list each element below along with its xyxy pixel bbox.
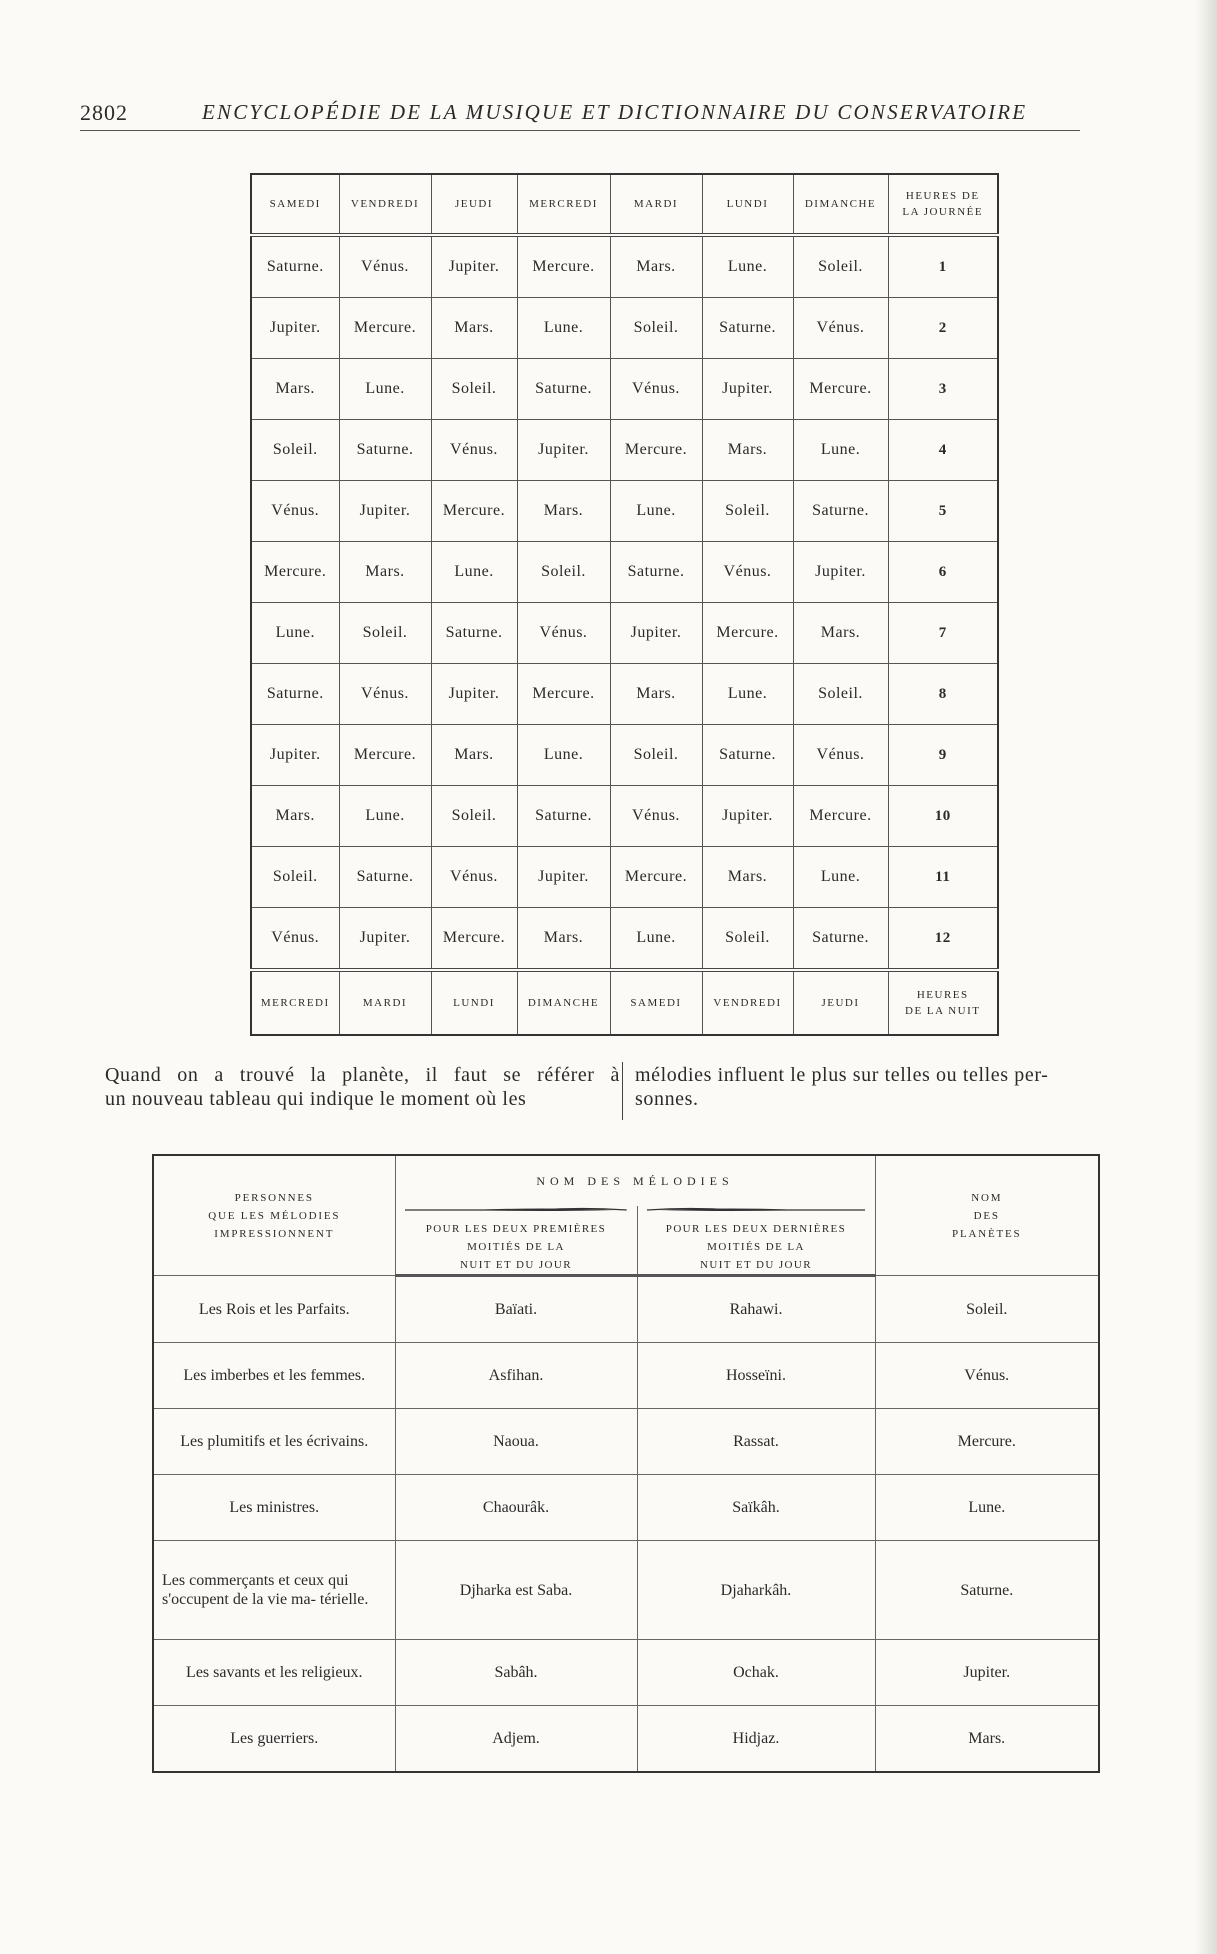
planet-cell: Lune. bbox=[339, 786, 431, 847]
planet-cell: Jupiter. bbox=[339, 908, 431, 971]
planet-name: Mercure. bbox=[875, 1409, 1099, 1475]
planet-cell: Jupiter. bbox=[251, 298, 339, 359]
day-header: MARDI bbox=[610, 174, 702, 235]
melody-header-row bbox=[153, 1155, 1099, 1206]
first-half-melody: Baïati. bbox=[395, 1276, 637, 1343]
planet-cell: Jupiter. bbox=[339, 481, 431, 542]
night-day-header: DIMANCHE bbox=[517, 970, 610, 1035]
hour-number: 6 bbox=[888, 542, 998, 603]
second-half-melody: Djaharkâh. bbox=[637, 1541, 875, 1640]
hour-number: 11 bbox=[888, 847, 998, 908]
paragraph-right-column bbox=[635, 1063, 1165, 1111]
persons-header-line: QUE LES MÉLODIES bbox=[208, 1209, 341, 1222]
planet-cell: Mercure. bbox=[431, 908, 517, 971]
hour-number: 3 bbox=[888, 359, 998, 420]
planet-cell: Mercure. bbox=[339, 298, 431, 359]
second-half-melody: Hosseïni. bbox=[637, 1343, 875, 1409]
planet-cell: Vénus. bbox=[793, 298, 888, 359]
paragraph-line: sonnes. bbox=[635, 1088, 699, 1110]
running-title: ENCYCLOPÉDIE DE LA MUSIQUE ET DICTIONNAIRE DU CONSERVATOIRE bbox=[202, 100, 1028, 124]
night-day-header: VENDREDI bbox=[702, 970, 793, 1035]
planet-cell: Soleil. bbox=[517, 542, 610, 603]
planet-cell: Mars. bbox=[793, 603, 888, 664]
planet-cell: Jupiter. bbox=[517, 847, 610, 908]
planet-cell: Mars. bbox=[251, 359, 339, 420]
night-day-header: SAMEDI bbox=[610, 970, 702, 1035]
day-hours-header-line: HEURES DE bbox=[905, 190, 980, 202]
planet-cell: Saturne. bbox=[431, 603, 517, 664]
planet-cell: Mercure. bbox=[517, 664, 610, 725]
hour-number: 9 bbox=[888, 725, 998, 786]
melody-row bbox=[153, 1409, 1099, 1475]
planet-cell: Lune. bbox=[517, 725, 610, 786]
first-half-melody: Adjem. bbox=[395, 1706, 637, 1773]
planet-cell: Saturne. bbox=[251, 664, 339, 725]
planet-cell: Vénus. bbox=[517, 603, 610, 664]
paragraph-left-column bbox=[105, 1063, 620, 1111]
melody-row bbox=[153, 1276, 1099, 1343]
planet-name: Mars. bbox=[875, 1706, 1099, 1773]
day-hours-header-line: LA JOURNÉE bbox=[902, 206, 984, 218]
planet-cell: Mercure. bbox=[431, 481, 517, 542]
person-cell: Les commerçants et ceux qui s'occupent de la vie ma- térielle. bbox=[153, 1541, 395, 1640]
hour-number: 12 bbox=[888, 908, 998, 971]
melody-row bbox=[153, 1706, 1099, 1773]
planet-cell: Mercure. bbox=[610, 420, 702, 481]
second-half-header-line: NUIT ET DU JOUR bbox=[700, 1259, 812, 1271]
planet-cell: Jupiter. bbox=[702, 359, 793, 420]
planet-cell: Soleil. bbox=[339, 603, 431, 664]
hour-row bbox=[251, 786, 998, 847]
hour-row bbox=[251, 481, 998, 542]
melody-row bbox=[153, 1640, 1099, 1706]
planetary-hours-table bbox=[250, 173, 999, 1036]
night-hours-header-line: DE LA NUIT bbox=[905, 1005, 981, 1017]
planet-cell: Lune. bbox=[702, 664, 793, 725]
planet-cell: Lune. bbox=[610, 481, 702, 542]
planet-cell: Mercure. bbox=[251, 542, 339, 603]
persons-header bbox=[153, 1155, 395, 1276]
night-day-header: MARDI bbox=[339, 970, 431, 1035]
scan-edge-shadow bbox=[1195, 0, 1217, 1954]
planet-cell: Vénus. bbox=[431, 420, 517, 481]
hour-number: 5 bbox=[888, 481, 998, 542]
melody-row bbox=[153, 1475, 1099, 1541]
planets-header-line: PLANÈTES bbox=[952, 1227, 1022, 1240]
planet-cell: Saturne. bbox=[339, 420, 431, 481]
day-header: LUNDI bbox=[702, 174, 793, 235]
first-half-melody: Naoua. bbox=[395, 1409, 637, 1475]
hour-row bbox=[251, 725, 998, 786]
planet-cell: Soleil. bbox=[431, 786, 517, 847]
planet-cell: Saturne. bbox=[610, 542, 702, 603]
planet-name: Saturne. bbox=[875, 1541, 1099, 1640]
planet-cell: Lune. bbox=[431, 542, 517, 603]
second-half-melody: Rassat. bbox=[637, 1409, 875, 1475]
column-divider bbox=[622, 1062, 623, 1120]
person-cell: Les Rois et les Parfaits. bbox=[153, 1276, 395, 1343]
planet-cell: Mercure. bbox=[610, 847, 702, 908]
planet-cell: Saturne. bbox=[793, 908, 888, 971]
hour-row bbox=[251, 298, 998, 359]
planet-cell: Vénus. bbox=[339, 664, 431, 725]
second-half-header-line: MOITIÉS DE LA bbox=[707, 1241, 805, 1253]
first-half-melody: Djharka est Saba. bbox=[395, 1541, 637, 1640]
planets-header bbox=[875, 1155, 1099, 1276]
melodies-table bbox=[152, 1154, 1100, 1773]
planet-cell: Soleil. bbox=[702, 481, 793, 542]
day-hours-header bbox=[888, 174, 998, 235]
planet-name: Jupiter. bbox=[875, 1640, 1099, 1706]
planet-cell: Vénus. bbox=[251, 481, 339, 542]
planet-cell: Vénus. bbox=[793, 725, 888, 786]
second-half-header bbox=[637, 1206, 875, 1276]
planet-cell: Lune. bbox=[339, 359, 431, 420]
page-number: 2802 bbox=[80, 100, 128, 125]
planet-cell: Jupiter. bbox=[702, 786, 793, 847]
hour-row bbox=[251, 420, 998, 481]
planet-cell: Lune. bbox=[610, 908, 702, 971]
planet-cell: Vénus. bbox=[610, 359, 702, 420]
planet-cell: Saturne. bbox=[517, 786, 610, 847]
planet-cell: Mars. bbox=[517, 908, 610, 971]
planet-cell: Mars. bbox=[610, 235, 702, 298]
planet-cell: Saturne. bbox=[793, 481, 888, 542]
planet-cell: Soleil. bbox=[610, 725, 702, 786]
first-half-melody: Sabâh. bbox=[395, 1640, 637, 1706]
planet-cell: Jupiter. bbox=[431, 235, 517, 298]
second-half-melody: Ochak. bbox=[637, 1640, 875, 1706]
first-half-header-line: MOITIÉS DE LA bbox=[467, 1241, 565, 1253]
paragraph-line: un nouveau tableau qui indique le moment où les bbox=[105, 1088, 527, 1110]
night-hours-header bbox=[888, 970, 998, 1035]
planet-cell: Mars. bbox=[702, 847, 793, 908]
planets-header-line: DES bbox=[973, 1209, 1000, 1222]
hour-number: 8 bbox=[888, 664, 998, 725]
planet-name: Lune. bbox=[875, 1475, 1099, 1541]
hour-number: 10 bbox=[888, 786, 998, 847]
day-header: DIMANCHE bbox=[793, 174, 888, 235]
hour-row bbox=[251, 664, 998, 725]
day-header: JEUDI bbox=[431, 174, 517, 235]
ornamental-rule bbox=[647, 1206, 865, 1214]
planet-cell: Saturne. bbox=[339, 847, 431, 908]
melodies-group-title: NOM DES MÉLODIES bbox=[536, 1173, 734, 1188]
planet-cell: Mercure. bbox=[339, 725, 431, 786]
person-cell: Les guerriers. bbox=[153, 1706, 395, 1773]
melody-row bbox=[153, 1541, 1099, 1640]
planet-cell: Soleil. bbox=[251, 847, 339, 908]
person-cell: Les ministres. bbox=[153, 1475, 395, 1541]
planet-name: Vénus. bbox=[875, 1343, 1099, 1409]
melody-row bbox=[153, 1343, 1099, 1409]
person-cell: Les plumitifs et les écrivains. bbox=[153, 1409, 395, 1475]
planet-cell: Jupiter. bbox=[431, 664, 517, 725]
planet-cell: Soleil. bbox=[251, 420, 339, 481]
planet-cell: Lune. bbox=[793, 847, 888, 908]
planet-cell: Saturne. bbox=[251, 235, 339, 298]
planet-cell: Vénus. bbox=[702, 542, 793, 603]
persons-header-line: PERSONNES bbox=[234, 1191, 314, 1204]
night-day-header: LUNDI bbox=[431, 970, 517, 1035]
hour-row bbox=[251, 235, 998, 298]
ornamental-rule bbox=[405, 1206, 627, 1214]
melodies-group-header bbox=[395, 1155, 875, 1206]
day-header: SAMEDI bbox=[251, 174, 339, 235]
first-half-melody: Asfihan. bbox=[395, 1343, 637, 1409]
planet-cell: Soleil. bbox=[793, 664, 888, 725]
first-half-header-line: NUIT ET DU JOUR bbox=[460, 1259, 572, 1271]
planet-cell: Mars. bbox=[339, 542, 431, 603]
planet-cell: Mars. bbox=[431, 298, 517, 359]
first-half-header bbox=[395, 1206, 637, 1276]
day-header: MERCREDI bbox=[517, 174, 610, 235]
hour-row bbox=[251, 847, 998, 908]
planet-cell: Vénus. bbox=[339, 235, 431, 298]
planet-cell: Mercure. bbox=[793, 359, 888, 420]
planet-cell: Mars. bbox=[431, 725, 517, 786]
planet-cell: Saturne. bbox=[517, 359, 610, 420]
planet-cell: Mercure. bbox=[517, 235, 610, 298]
planet-cell: Jupiter. bbox=[517, 420, 610, 481]
paragraph-line: Quand on a trouvé la planète, il faut se référer à bbox=[105, 1064, 620, 1086]
person-cell: Les savants et les religieux. bbox=[153, 1640, 395, 1706]
night-header-row bbox=[251, 970, 998, 1035]
hour-row bbox=[251, 542, 998, 603]
planet-cell: Vénus. bbox=[610, 786, 702, 847]
second-half-melody: Rahawi. bbox=[637, 1276, 875, 1343]
first-half-header-line: POUR LES DEUX PREMIÈRES bbox=[425, 1223, 607, 1235]
first-half-melody: Chaourâk. bbox=[395, 1475, 637, 1541]
second-half-header-line: POUR LES DEUX DERNIÈRES bbox=[665, 1223, 847, 1235]
planet-cell: Soleil. bbox=[702, 908, 793, 971]
running-header bbox=[80, 100, 1080, 131]
planet-cell: Mars. bbox=[251, 786, 339, 847]
planet-cell: Lune. bbox=[702, 235, 793, 298]
hour-number: 2 bbox=[888, 298, 998, 359]
second-half-melody: Saïkâh. bbox=[637, 1475, 875, 1541]
planet-cell: Mars. bbox=[702, 420, 793, 481]
planets-header-line: NOM bbox=[971, 1191, 1003, 1204]
planet-cell: Lune. bbox=[251, 603, 339, 664]
hour-number: 1 bbox=[888, 235, 998, 298]
planet-cell: Soleil. bbox=[793, 235, 888, 298]
planet-cell: Mercure. bbox=[702, 603, 793, 664]
planet-cell: Vénus. bbox=[431, 847, 517, 908]
hour-number: 7 bbox=[888, 603, 998, 664]
planet-cell: Saturne. bbox=[702, 725, 793, 786]
hour-row bbox=[251, 359, 998, 420]
planet-cell: Saturne. bbox=[702, 298, 793, 359]
planet-name: Soleil. bbox=[875, 1276, 1099, 1343]
planet-cell: Lune. bbox=[793, 420, 888, 481]
persons-header-line: IMPRESSIONNENT bbox=[214, 1227, 335, 1240]
planet-cell: Jupiter. bbox=[793, 542, 888, 603]
day-header: VENDREDI bbox=[339, 174, 431, 235]
planet-cell: Jupiter. bbox=[610, 603, 702, 664]
day-header-row bbox=[251, 174, 998, 235]
planet-cell: Soleil. bbox=[610, 298, 702, 359]
planet-cell: Lune. bbox=[517, 298, 610, 359]
person-cell: Les imberbes et les femmes. bbox=[153, 1343, 395, 1409]
paragraph-line: mélodies influent le plus sur telles ou telles per- bbox=[635, 1064, 1049, 1086]
hour-row bbox=[251, 908, 998, 971]
planet-cell: Soleil. bbox=[431, 359, 517, 420]
hour-number: 4 bbox=[888, 420, 998, 481]
planet-cell: Vénus. bbox=[251, 908, 339, 971]
hour-row bbox=[251, 603, 998, 664]
night-day-header: MERCREDI bbox=[251, 970, 339, 1035]
planet-cell: Mercure. bbox=[793, 786, 888, 847]
planet-cell: Mars. bbox=[610, 664, 702, 725]
second-half-melody: Hidjaz. bbox=[637, 1706, 875, 1773]
planet-cell: Mars. bbox=[517, 481, 610, 542]
night-day-header: JEUDI bbox=[793, 970, 888, 1035]
planet-cell: Jupiter. bbox=[251, 725, 339, 786]
night-hours-header-line: HEURES bbox=[916, 989, 969, 1001]
